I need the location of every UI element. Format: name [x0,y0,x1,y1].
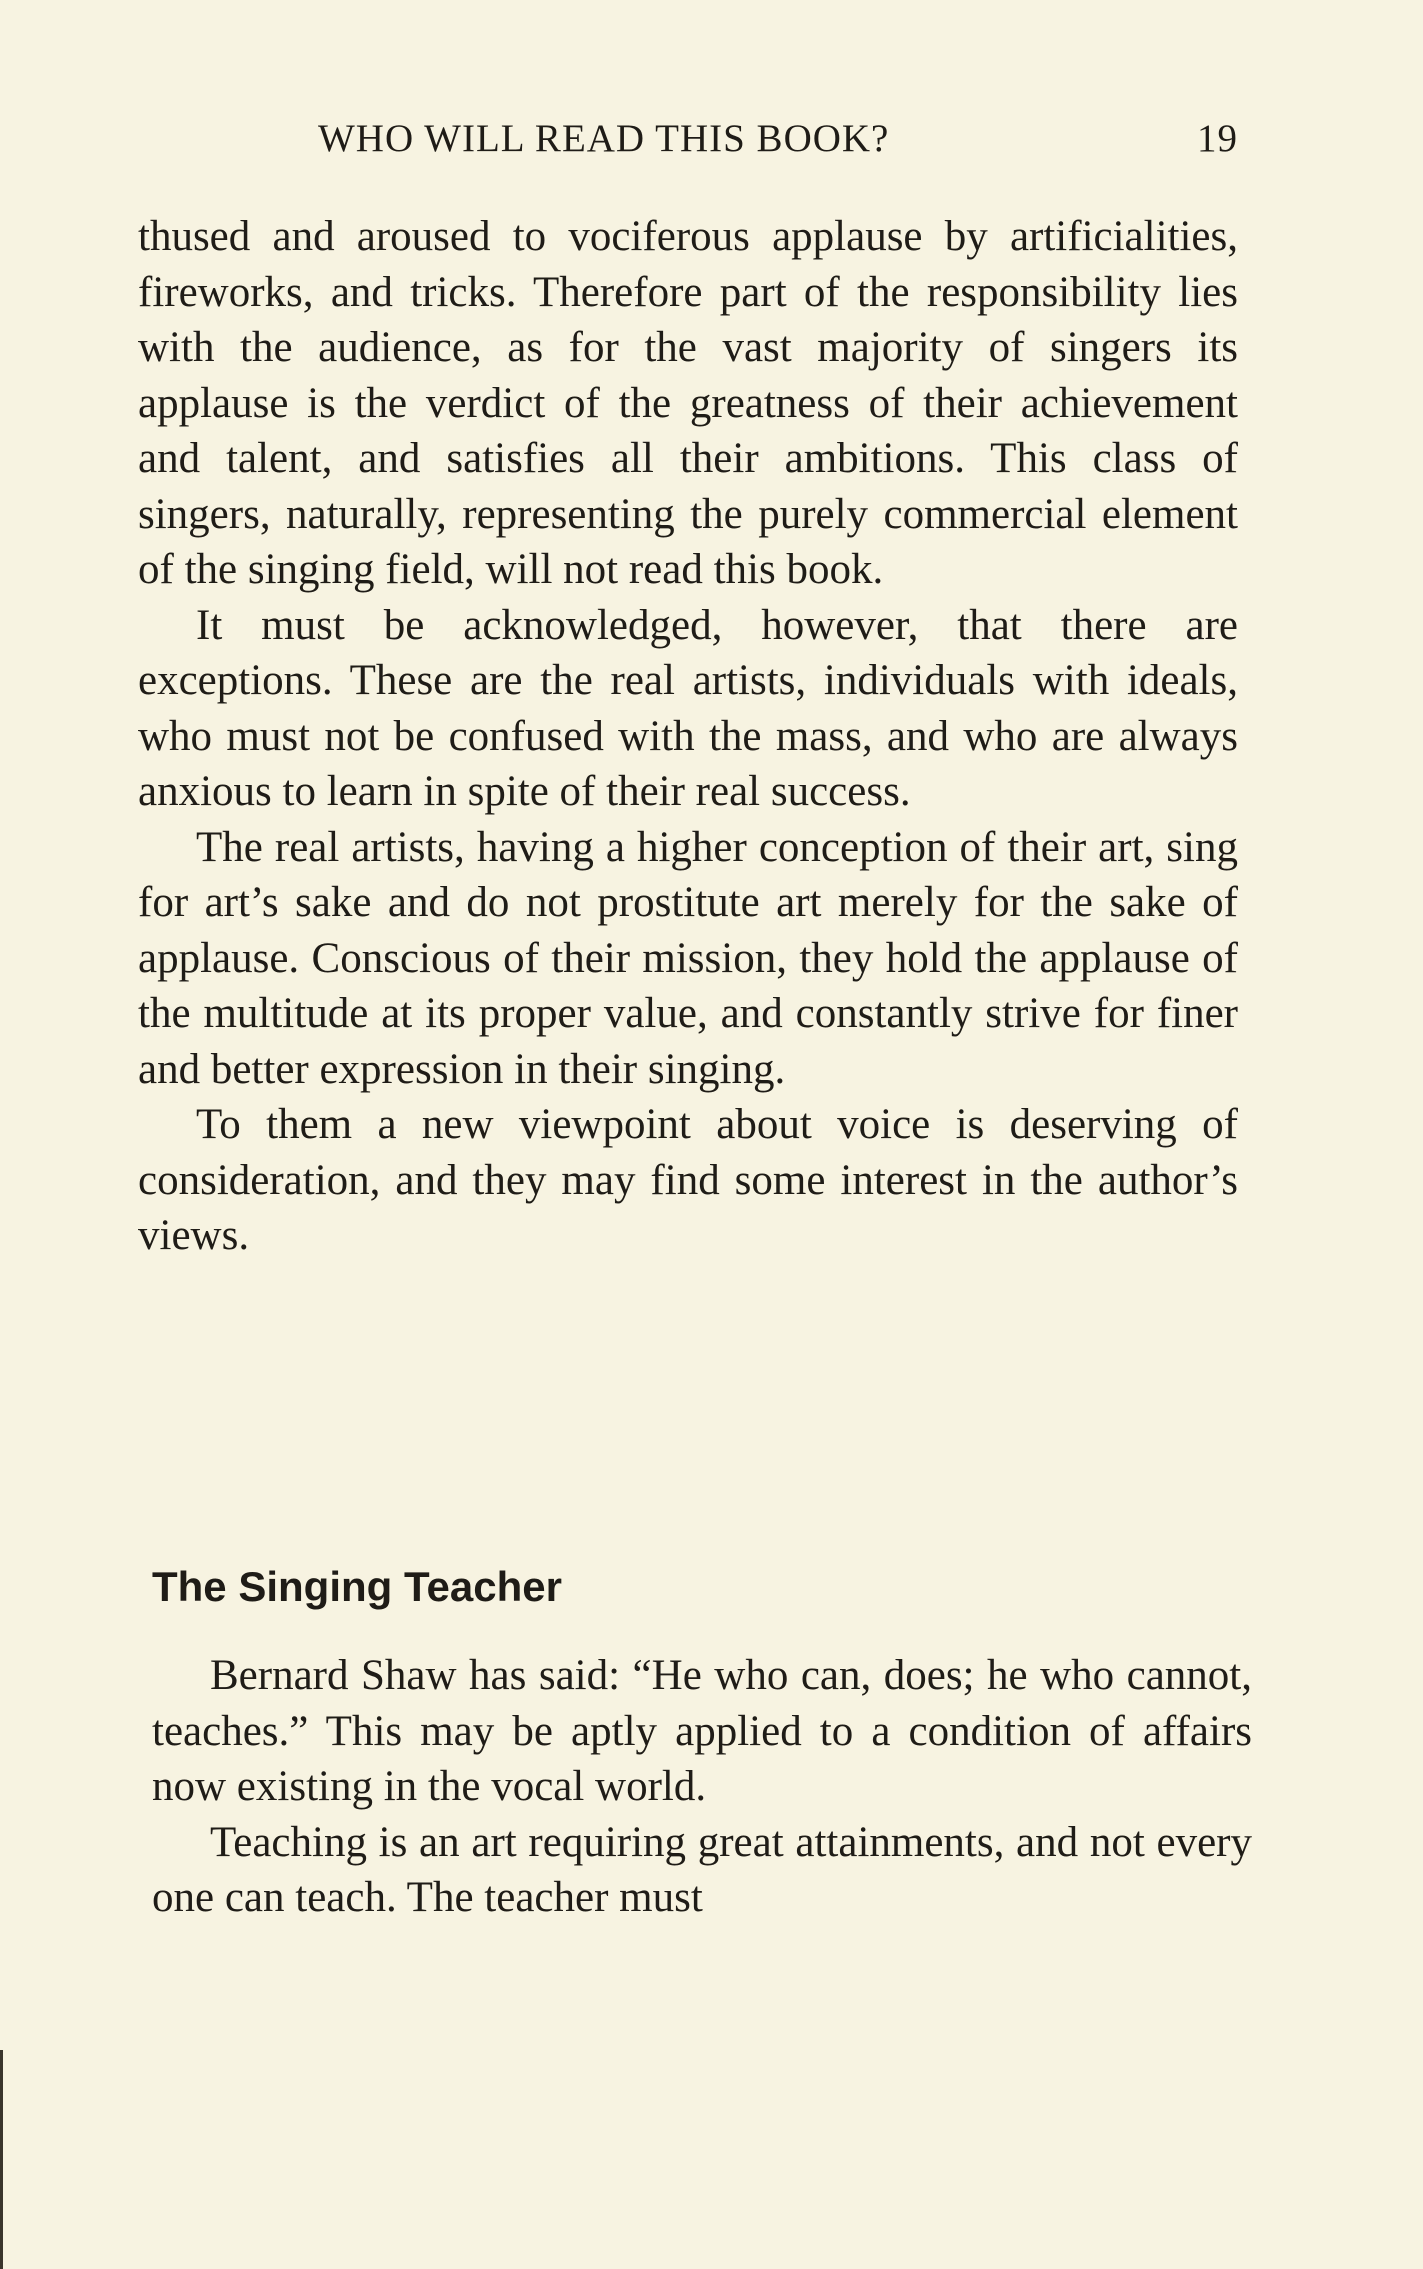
page-header [318,116,1238,168]
section-body-teacher [152,1648,1252,1926]
paragraph-real-artists: The real artists, having a higher conception of their art, sing for art’s sake and do not prostitute art merely for the sake of applause. Conscious of their mission, they hold the applause of the multitude at its proper value, and constantly strive for finer and better expression in their singing. [138,823,1238,1093]
running-head: WHO WILL READ THIS BOOK? [318,117,890,160]
paragraph-teaching-art: Teaching is an art requiring great attainments, and not every one can teach. The teacher must [152,1818,1252,1921]
section-heading: The Singing Teacher [152,1563,562,1610]
page-number: 19 [1197,117,1238,160]
page-edge-shadow [0,2050,3,2269]
paragraph-exceptions: It must be acknowledged, however, that there are exceptions. These are the real artists, individuals with ideals, who must not be confused with the mass, and who are always anxious to learn in spite of their real success. [138,601,1238,815]
paragraph-shaw-quote: Bernard Shaw has said: “He who can, does; he who cannot, teaches.” This may be aptly applied to a condition of affairs now existing in the vocal world. [152,1652,1252,1810]
section-body [138,209,1238,1264]
paragraph-viewpoint: To them a new viewpoint about voice is deserving of consideration, and they may find some interest in the author’s views. [138,1101,1238,1259]
paragraph-continued: thused and aroused to vociferous applause by artificialities, fireworks, and tricks. Therefore part of the responsibility lies with the audience, as for the vast majority of singers its applause is the verdict of the greatness of their achievement and talent, and satisfies all their ambitions. This class of singers, naturally, representing the purely commercial element of the singing field, will not read this book. [138,213,1238,593]
